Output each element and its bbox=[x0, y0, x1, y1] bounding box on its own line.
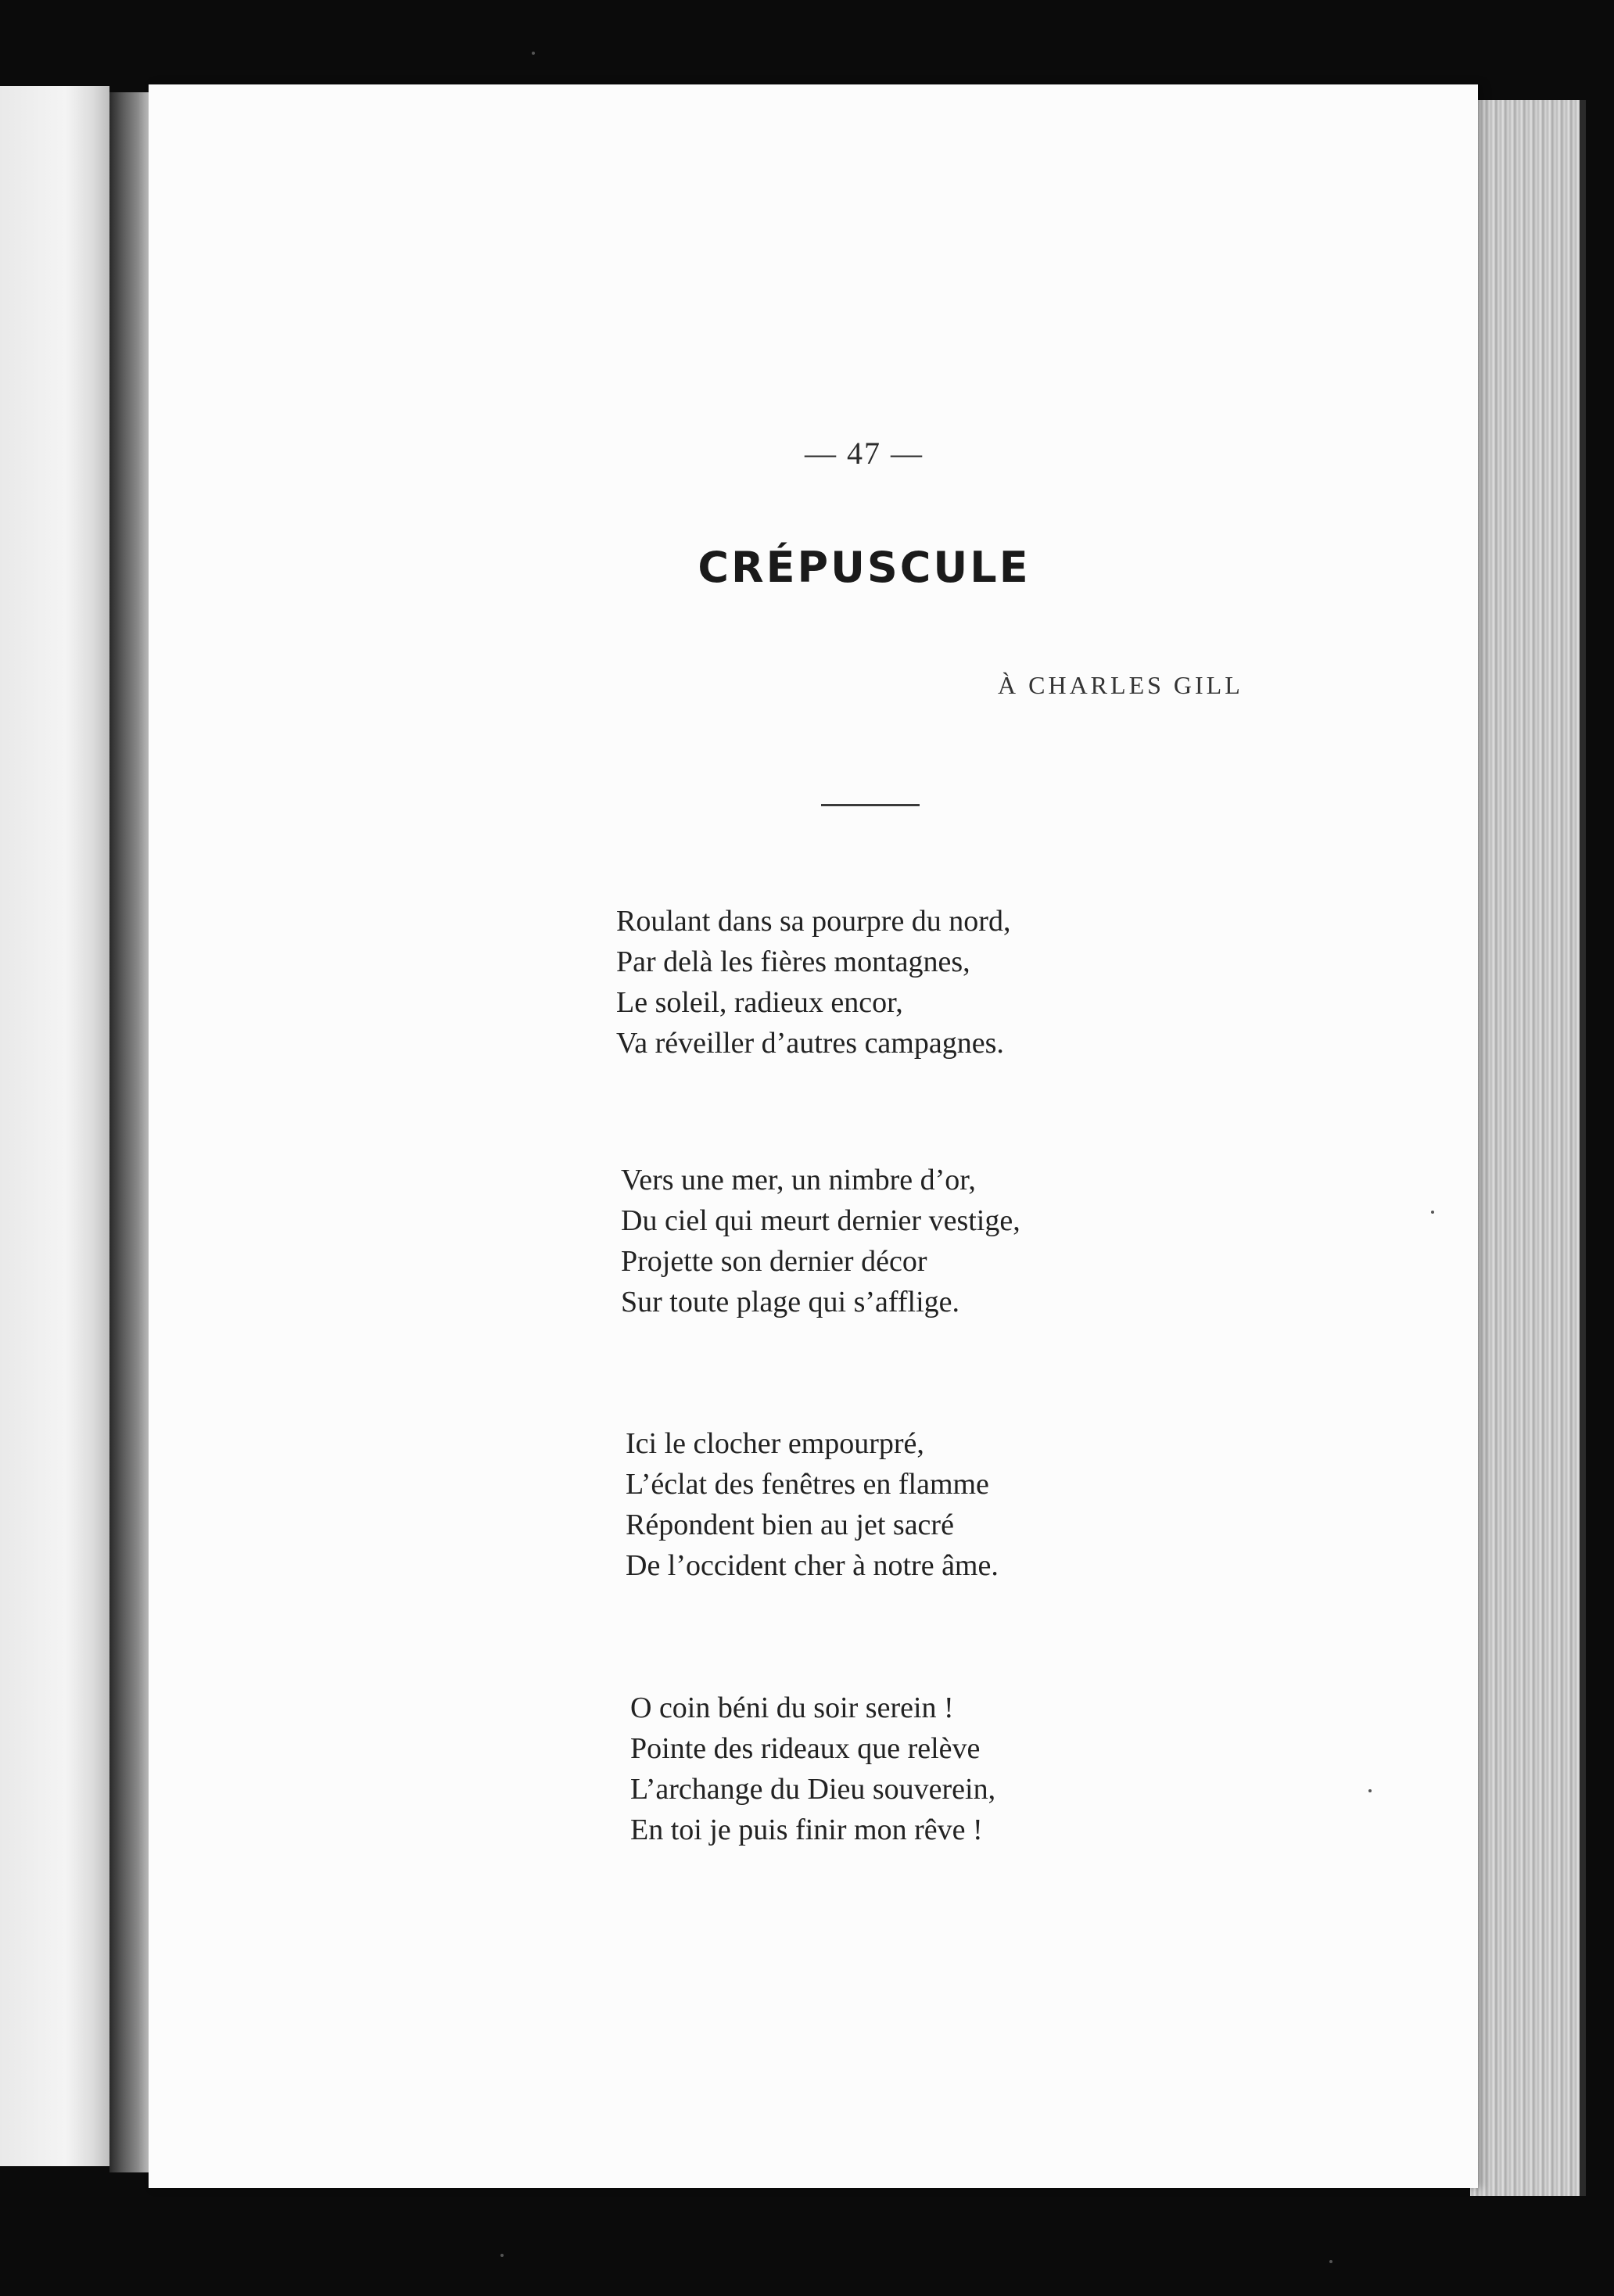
book-gutter bbox=[109, 92, 153, 2172]
verse-line: Par delà les fières montagnes, bbox=[616, 945, 970, 978]
page-edges bbox=[1470, 100, 1586, 2196]
verse-line: L’éclat des fenêtres en flamme bbox=[626, 1468, 989, 1501]
stanza-2 bbox=[621, 1160, 1020, 1322]
verse-line: Roulant dans sa pourpre du nord, bbox=[616, 905, 1011, 938]
page-number: — 47 — bbox=[805, 436, 924, 471]
verse-line: O coin béni du soir serein ! bbox=[630, 1692, 954, 1724]
verse-line: Projette son dernier décor bbox=[621, 1245, 927, 1278]
verse-line: Va réveiller d’autres campagnes. bbox=[616, 1027, 1004, 1060]
verse-line: Du ciel qui meurt dernier vestige, bbox=[621, 1204, 1020, 1237]
scan-speck bbox=[532, 52, 535, 55]
scan-speck bbox=[1329, 2260, 1332, 2263]
verse-line: L’archange du Dieu souverein, bbox=[630, 1773, 996, 1806]
stanza-3 bbox=[626, 1423, 999, 1586]
separator-rule bbox=[821, 804, 920, 806]
verse-line: Le soleil, radieux encor, bbox=[616, 986, 903, 1019]
verse-line: De l’occident cher à notre âme. bbox=[626, 1549, 999, 1582]
stanza-4 bbox=[630, 1688, 995, 1850]
verse-line: Sur toute plage qui s’afflige. bbox=[621, 1286, 960, 1318]
left-page-edge bbox=[0, 86, 109, 2166]
stanza-1 bbox=[616, 901, 1010, 1064]
verse-line: Pointe des rideaux que relève bbox=[630, 1732, 981, 1765]
dedication: À CHARLES GILL bbox=[998, 671, 1243, 699]
right-page bbox=[149, 84, 1478, 2188]
verse-line: Ici le clocher empourpré, bbox=[626, 1427, 924, 1460]
scan-speck bbox=[1368, 1789, 1372, 1792]
poem-title: CRÉPUSCULE bbox=[698, 543, 1031, 592]
scan-speck bbox=[500, 2254, 504, 2257]
scan-speck bbox=[1431, 1211, 1434, 1214]
verse-line: Répondent bien au jet sacré bbox=[626, 1509, 954, 1541]
verse-line: En toi je puis finir mon rêve ! bbox=[630, 1813, 983, 1846]
verse-line: Vers une mer, un nimbre d’or, bbox=[621, 1164, 976, 1196]
